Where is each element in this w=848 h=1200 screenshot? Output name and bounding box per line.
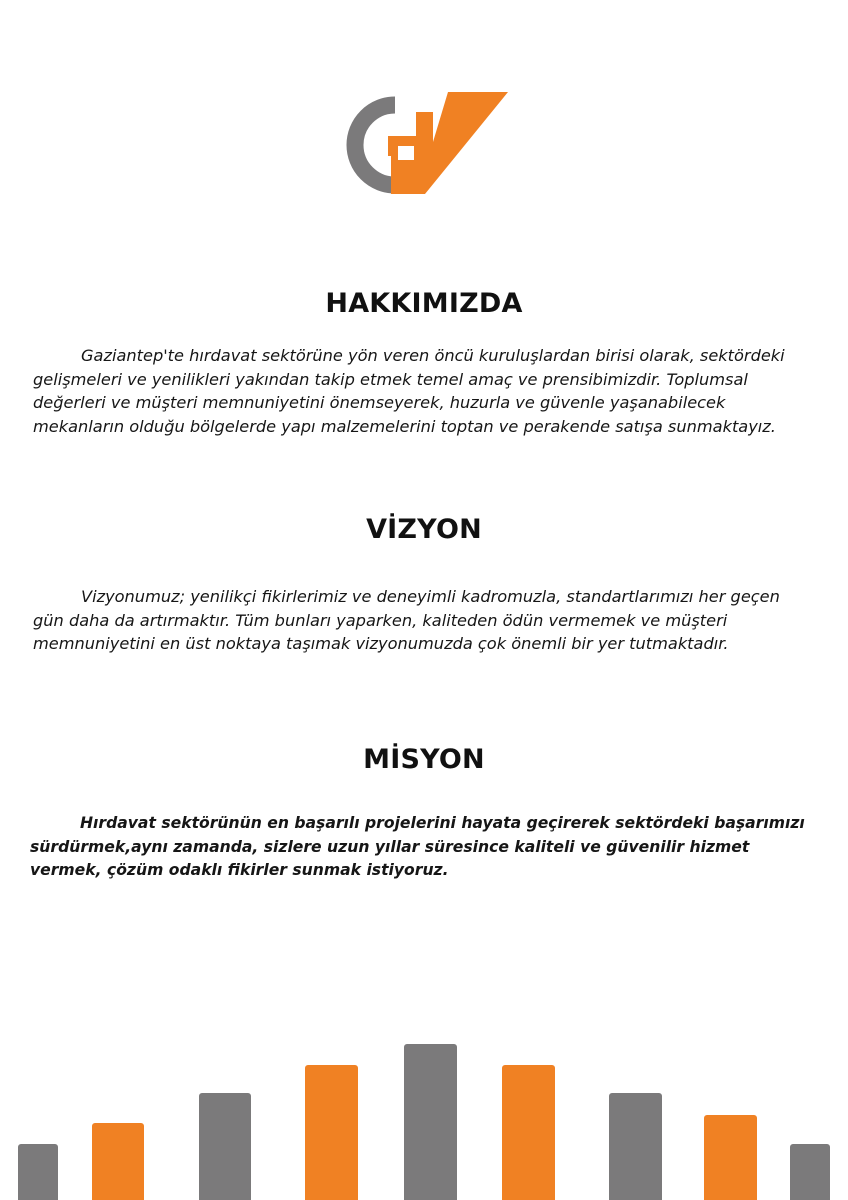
- logo-h-stroke: [388, 92, 508, 194]
- decorative-bar: [199, 1093, 251, 1200]
- decorative-bar: [404, 1044, 457, 1200]
- vision-title: VİZYON: [366, 514, 482, 545]
- company-logo: [330, 88, 512, 202]
- decorative-bars: [0, 1030, 848, 1200]
- mission-title: MİSYON: [363, 744, 485, 775]
- decorative-bar: [704, 1115, 757, 1200]
- decorative-bar: [502, 1065, 555, 1200]
- decorative-bar: [790, 1144, 830, 1200]
- about-text: Gaziantep'te hırdavat sektörüne yön veren öncü kuruluşlardan birisi olarak, sektördeki gelişmeleri ve yenilikleri yakından takip etmek temel amaç ve prensibimizdir. Toplumsal değerleri ve müşteri memnuniyetini önemseyerek, huzurla ve güvenle yaşanabilecek mekanların olduğu bölgelerde yapı malzemelerini toptan ve perakende satışa sunmaktayız.: [33, 346, 785, 436]
- vision-text: Vizyonumuz; yenilikçi fikirlerimiz ve deneyimli kadromuzla, standartlarımızı her geçen gün daha da artırmaktır. Tüm bunları yaparken, kaliteden ödün vermemek ve müşteri memnuniyetini en üst noktaya taşımak vizyonumuzda çok önemli bir yer tutmaktadır.: [33, 587, 780, 653]
- decorative-bar: [92, 1123, 144, 1200]
- decorative-bar: [18, 1144, 58, 1200]
- mission-text: Hırdavat sektörünün en başarılı projelerini hayata geçirerek sektördeki başarımızı sürdürmek,aynı zamanda, sizlere uzun yıllar süresince kaliteli ve güvenilir hizmet vermek, çözüm odaklı fikirler sunmak istiyoruz.: [30, 814, 805, 879]
- about-title: HAKKIMIZDA: [325, 288, 523, 319]
- logo-h-notch: [398, 146, 414, 160]
- company-logo-mark: [330, 88, 512, 202]
- decorative-bar: [305, 1065, 358, 1200]
- decorative-bar: [609, 1093, 662, 1200]
